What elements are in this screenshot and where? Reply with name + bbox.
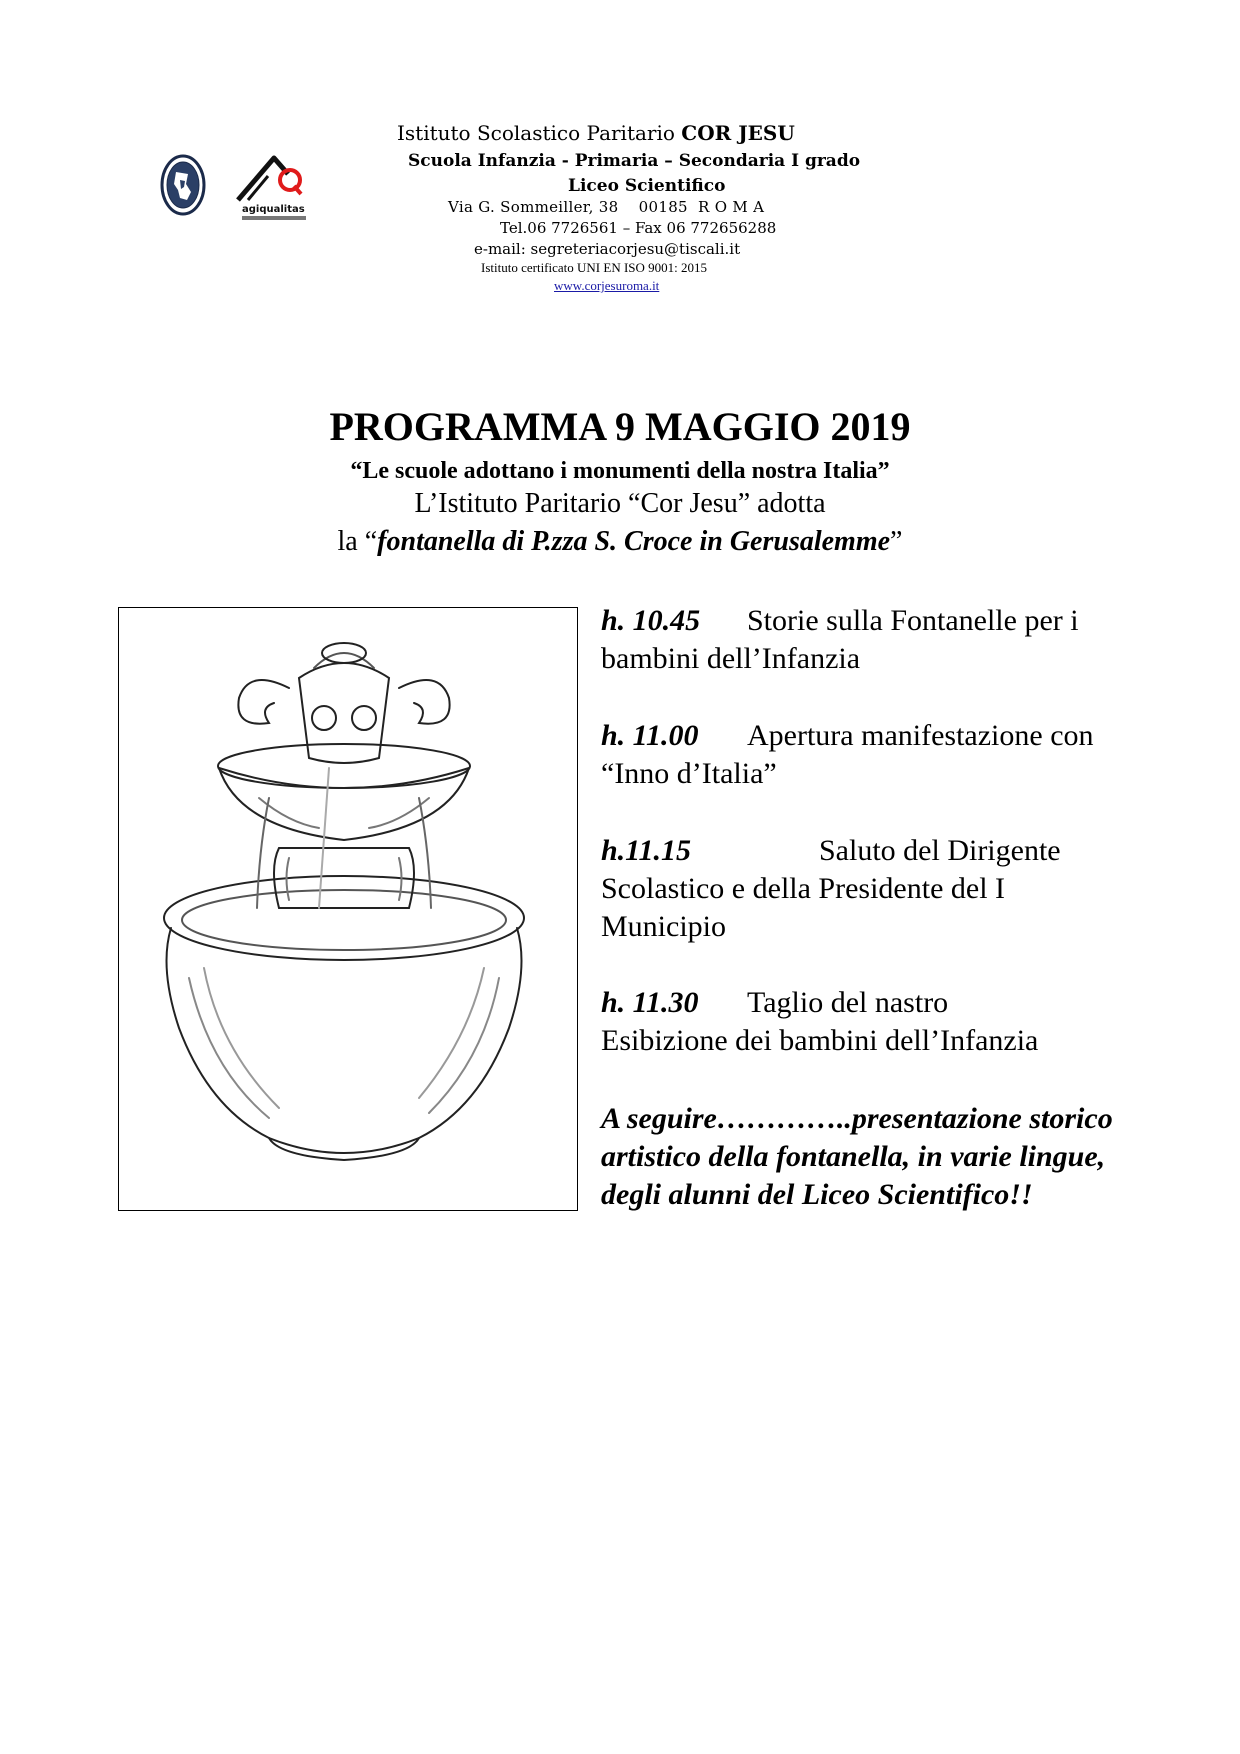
certification-line: Istituto certificato UNI EN ISO 9001: 2015	[481, 260, 708, 275]
email-line: e-mail: segreteriacorjesu@tiscali.it	[474, 240, 741, 258]
fountain-sketch-icon	[119, 608, 576, 1209]
phone-line: Tel.06 7726561 – Fax 06 772656288	[500, 219, 777, 237]
schedule-text: Storie sulla Fontanelle per i bambini dell’Infanzia	[601, 604, 1079, 675]
schedule-item	[601, 717, 1121, 793]
schedule-item	[601, 832, 1121, 946]
closing-note: A seguire…………..presentazione storico artistico della fontanella, in varie lingue, degli alunni del Liceo Scientifico!!	[601, 1102, 1113, 1211]
schedule-text: Saluto del Dirigente Scolastico e della Presidente del I Municipio	[601, 834, 1061, 943]
liceo-line: Liceo Scientifico	[568, 176, 726, 196]
institute-prefix: Istituto Scolastico Paritario	[397, 121, 682, 145]
schedule-text: Apertura manifestazione con “Inno d’Italia”	[601, 719, 1094, 790]
schedule-time: h. 11.00	[601, 719, 699, 752]
subtitle-quote: “Le scuole adottano i monumenti della nostra Italia”	[350, 458, 890, 484]
schedule-text: Taglio del nastro	[747, 986, 949, 1019]
fountain-illustration-frame	[118, 607, 578, 1211]
schedule-text-2: Esibizione dei bambini dell’Infanzia	[601, 1024, 1039, 1057]
accredia-seal-icon	[160, 154, 206, 216]
monument-prefix: la “	[337, 526, 378, 557]
institute-heading	[397, 121, 1240, 145]
website-link[interactable]: www.corjesuroma.it	[554, 278, 660, 293]
monument-suffix: ”	[890, 526, 903, 557]
schedule-time: h.11.15	[601, 834, 692, 867]
schedule-item	[601, 984, 1121, 1060]
schools-line: Scuola Infanzia - Primaria – Secondaria I grado	[408, 151, 861, 171]
schedule-time: h. 10.45	[601, 604, 701, 637]
adopt-line: L’Istituto Paritario “Cor Jesu” adotta	[414, 488, 826, 519]
schedule-time: h. 11.30	[601, 986, 699, 1019]
address-line: Via G. Sommeiller, 38 00185 R O M A	[448, 198, 765, 216]
schedule-item	[601, 602, 1121, 678]
monument-line	[0, 526, 1240, 558]
agiqualitas-logo-icon	[234, 150, 314, 224]
page-title: PROGRAMMA 9 MAGGIO 2019	[329, 404, 911, 449]
monument-name: fontanella di P.zza S. Croce in Gerusalemme	[377, 526, 891, 557]
agiqualitas-logo-text: agiqualitas	[242, 204, 305, 215]
institute-name: COR JESU	[681, 121, 795, 145]
